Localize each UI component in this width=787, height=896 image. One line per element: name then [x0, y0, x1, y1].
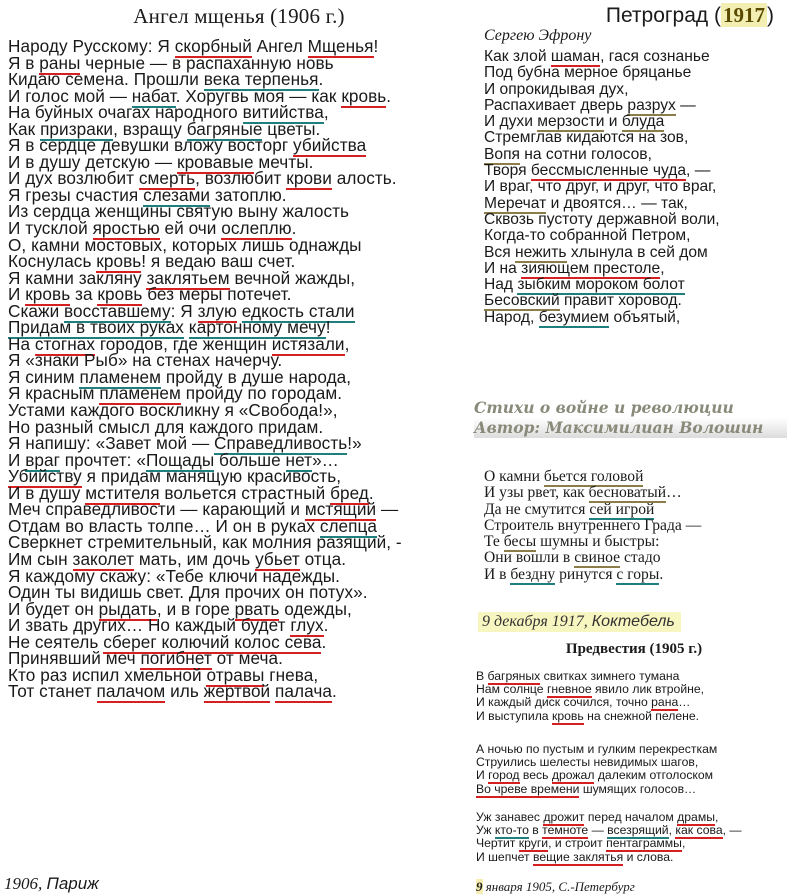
poem-line: Когда-то собранной Петром, [484, 227, 691, 245]
poem-line: О, камни мостовых, которых лишь однажды [8, 234, 362, 255]
poem-line: И в душу детскую — кровавые мечты. [8, 151, 314, 172]
poem-line: Убийству я придам манящую красивость, [8, 466, 342, 487]
poem-line: А ночью по пустым и гулким перекресткам [476, 742, 718, 756]
date-text: 1906, [4, 874, 43, 893]
poem-line: Им сын заколет мать, им дочь убьет отца. [8, 548, 347, 569]
year-highlight: 1917 [723, 3, 765, 27]
poem-line: Народу Русскому: Я скорбный Ангел Мщенья! [8, 36, 379, 56]
poem-line: Кидаю семена. Прошли века терпенья. [8, 69, 324, 90]
poem-line: Придам в твоих руках картонному мечу! [8, 317, 331, 338]
poem-line: И выступила кровь на снежной пелене. [476, 708, 700, 723]
poem-line: Я камни закляну заклятьем вечной жажды, [8, 267, 356, 288]
dedication: Сергею Эфрону [484, 27, 592, 44]
right-poem-part2 [484, 469, 701, 583]
poem-line: Распахивает дверь разрух — [484, 96, 696, 114]
date-day: 9 [476, 879, 483, 894]
poem-line: Творя бессмысленные чуда, — [484, 162, 711, 180]
poem-line: Стремглав кидаются на зов, [484, 129, 689, 147]
poem-line: Не сеятель сберег колючий колос сева. [8, 631, 327, 652]
date-text: 9 декабря 1917, [482, 613, 588, 630]
poem-line: Вся нежить хлынула в сей дом [484, 243, 708, 261]
poem-line: В багряных свитках зимнего тумана [476, 669, 680, 683]
poem-line: И на зияющем престоле, [484, 259, 665, 277]
poem-line: И голос мой — набат. Хоругвь моя — как кровь. [8, 85, 392, 106]
poem-line: Из сердца женщины святую выну жалость [8, 201, 350, 222]
title-text: Петроград ( [605, 4, 721, 27]
poem-line: И кровь за кровь без меры потечет. [8, 284, 292, 305]
collection-title: Стихи о войне и революции [474, 398, 734, 417]
poem-line: Я напишу: «Завет мой — Справедливость!» [8, 433, 362, 454]
poem-line: Те бесы шумны и быстры: [484, 533, 660, 551]
poem-line: Уж занавес дрожит перед началом драмы, [476, 810, 719, 824]
poem-line: И враг прочтет: «Пощады больше нет»… [8, 449, 339, 470]
poem-line: И духи мерзости и блуда [484, 113, 665, 131]
poem-line: И будет он рыдать, и в горе рвать одежды, [8, 598, 352, 619]
poem-line: Я грезы счастия слезами затоплю. [8, 184, 287, 205]
author-line: Автор: Максимилиан Волошин [474, 418, 787, 438]
poem-line: Но разный смысл для каждого придам. [8, 416, 324, 437]
poem-line: Сквозь пустоту державной воли, [484, 210, 720, 228]
poem-line: Скажи восставшему: Я злую едкость стали [8, 300, 355, 321]
poem-line: Уж кто-то в темноте — всезрящий, как сова, — [476, 823, 742, 838]
poem-line: Кто раз испил хмельной отравы гнева, [8, 664, 319, 685]
poem-line: Коснулась кровь! я ведаю ваш счет. [8, 251, 296, 272]
poem-line: Нам солнце гневное явило лик втройне, [476, 682, 705, 697]
poem-line: Устами каждого воскликну я «Свобода!», [8, 400, 338, 421]
poem-line: Принявший меч погибнет от меча. [8, 648, 283, 669]
poem-line: И каждый диск сочился, точно рана… [476, 695, 691, 710]
poem-line: Тот станет палачом иль жертвой палача. [8, 681, 337, 702]
poem-line: И опрокидывая дух, [484, 80, 629, 98]
poem-line: Я синим пламенем пройду в душе народа, [8, 366, 352, 387]
poem-line: Я каждому скажу: «Тебе ключи надежды. [8, 565, 340, 586]
poem-line: Я красным пламенем пройду по городам. [8, 383, 343, 404]
poem-line: Меречат и двоятся… — так, [484, 194, 688, 212]
poem-line: Один ты видишь свет. Для прочих он потух». [8, 582, 368, 603]
collection-banner [474, 398, 787, 438]
poem-line: Меч справедливости — карающий и мстящий — [8, 499, 399, 520]
poem-line: Чертит круги, и строит пентаграммы, [476, 836, 686, 851]
poem-line: Отдам во власть толпе… И он в руках слепца [8, 515, 378, 536]
poem-line: И звать других… Но каждый будет глух. [8, 615, 329, 636]
poem-line: Над зыбким мороком болот [484, 276, 685, 294]
poem-line: О камни бьется головой [484, 468, 644, 485]
poem-line: Бесовский правит хоровод. [484, 292, 682, 310]
poem-line: Я «знаки Рыб» на стенах начерчу. [8, 350, 283, 371]
right-poem [482, 0, 784, 326]
date-text: января 1905, С.-Петербург [482, 879, 635, 894]
right-poem-lines [482, 49, 784, 326]
prev-poem-title: Предвестия (1905 г.) [565, 641, 703, 657]
prev-stanza-2 [476, 743, 717, 796]
poem-line: И в душу мстителя вольется страстный бред. [8, 482, 374, 503]
prev-poem-date [476, 879, 635, 895]
poem-line: Народ, безумием объятый, [484, 308, 681, 326]
place-text: Париж [46, 874, 99, 893]
poem-line: Я в раны черные — в распаханную новь [8, 52, 334, 73]
poem-line: Строитель внутреннего Града — [484, 516, 702, 534]
title-paren: ) [767, 4, 774, 27]
right-poem-title [482, 3, 784, 27]
poem-line: Сверкнет стремительный, как молния разящий, - [8, 532, 402, 553]
poem-line: Вопя на сотни голосов, [484, 145, 652, 163]
poem-line: На буйных очагах народного витийства, [8, 102, 329, 123]
poem-line: Я в сердце девушки вложу восторг убийства [8, 135, 367, 156]
left-poem-title: Ангел мщенья (1906 г.) [133, 4, 345, 28]
poem-line: И в бездну ринутся с горы. [484, 565, 664, 583]
poem-line: Они вошли в свиное стадо [484, 549, 661, 567]
prev-stanza-3 [476, 811, 742, 864]
poem-line: И город весь дрожал далеким отголоском [476, 768, 714, 783]
poem-line: Струились шелесты невидимых шагов, [476, 755, 699, 770]
poem-line: И дух возлюбит смерть, возлюбит крови алость. [8, 168, 397, 189]
poem-line: Как злой шаман, гася сознанье [484, 48, 710, 65]
poem-line: Да не смутится сей игрой [484, 500, 655, 518]
place-text: Коктебель [591, 613, 675, 630]
poem-line: Как призраки, взращу багряные цветы. [8, 118, 321, 139]
right-poem-date [478, 612, 681, 632]
poem-line: И тусклой яростью ей очи ослеплю. [8, 218, 297, 239]
poem-line: И узы рвет, как бесноватый… [484, 484, 682, 502]
poem-line: На стогнах городов, где женщин истязали, [8, 333, 350, 354]
poem-line: И шепчет вещие заклятья и слова. [476, 849, 674, 864]
poem-line: Во чреве времени шумящих голосов… [476, 781, 697, 796]
left-poem-date [4, 874, 99, 894]
prev-stanza-1 [476, 670, 704, 723]
poem-line: И враг, что друг, и друг, что враг, [484, 178, 717, 196]
left-poem [8, 0, 470, 700]
poem-line: Под бубна мерное бряцанье [484, 64, 692, 82]
left-poem-lines [8, 38, 470, 700]
